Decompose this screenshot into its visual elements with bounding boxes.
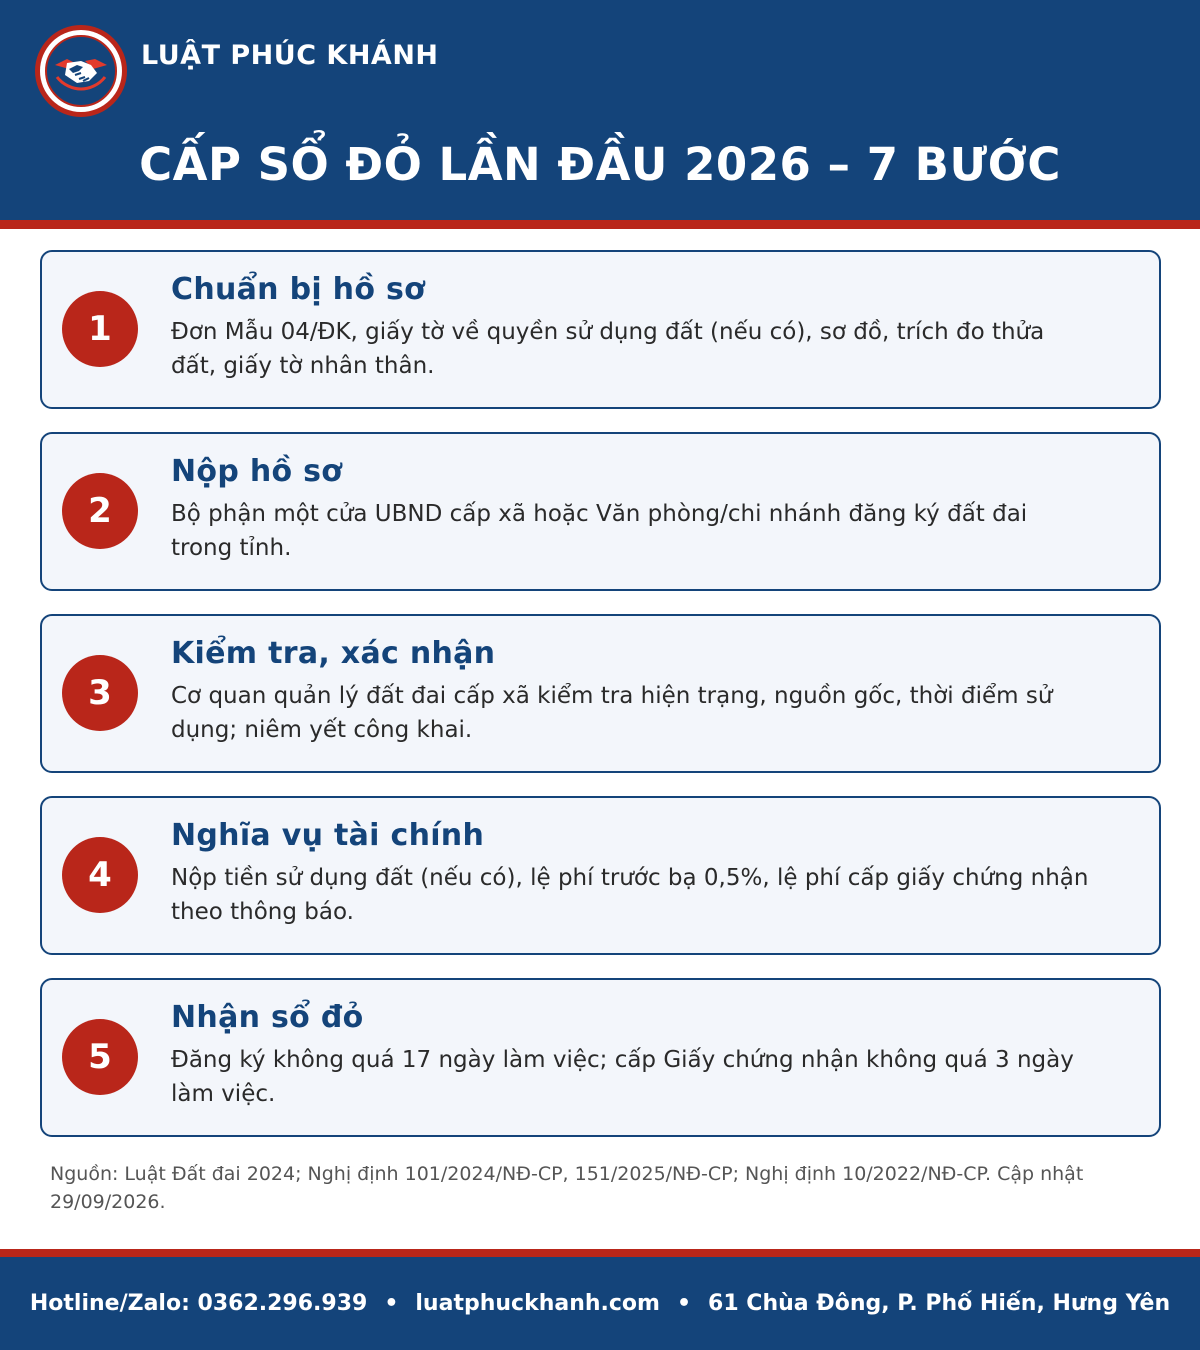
step-card-5	[40, 978, 1161, 1137]
step-description: Đơn Mẫu 04/ĐK, giấy tờ về quyền sử dụng đất (nếu có), sơ đồ, trích đo thửa đất, giấy tờ nhân thân.	[171, 319, 1045, 379]
footer-hotline[interactable]: Hotline/Zalo: 0362.296.939	[29, 1291, 368, 1316]
step-description: Nộp tiền sử dụng đất (nếu có), lệ phí trước bạ 0,5%, lệ phí cấp giấy chứng nhận theo thông báo.	[171, 865, 1089, 925]
footer-divider	[0, 1249, 1200, 1257]
step-card-2	[40, 432, 1161, 591]
header-banner	[0, 0, 1200, 220]
handshake-icon	[53, 51, 109, 91]
footer-website-link[interactable]: luatphuckhanh.com	[415, 1291, 660, 1316]
footer-separator: •	[676, 1291, 692, 1316]
header-divider	[0, 220, 1200, 229]
step-description: Đăng ký không quá 17 ngày làm việc; cấp Giấy chứng nhận không quá 3 ngày làm việc.	[171, 1047, 1074, 1107]
step-number-badge: 1	[62, 291, 138, 367]
step-description: Bộ phận một cửa UBND cấp xã hoặc Văn phòng/chi nhánh đăng ký đất đai trong tỉnh.	[171, 501, 1028, 561]
footer-bar	[0, 1257, 1200, 1350]
brand-name: LUẬT PHÚC KHÁNH	[141, 40, 439, 71]
step-title: Nghĩa vụ tài chính	[171, 818, 485, 853]
step-card-3	[40, 614, 1161, 773]
step-card-4	[40, 796, 1161, 955]
page-title: CẤP SỔ ĐỎ LẦN ĐẦU 2026 – 7 BƯỚC	[139, 138, 1061, 191]
step-title: Nhận sổ đỏ	[171, 1000, 364, 1035]
step-number-badge: 5	[62, 1019, 138, 1095]
step-number-badge: 3	[62, 655, 138, 731]
step-number-badge: 2	[62, 473, 138, 549]
step-title: Kiểm tra, xác nhận	[171, 636, 496, 671]
footer-separator: •	[384, 1291, 399, 1316]
step-title: Nộp hồ sơ	[171, 454, 343, 489]
source-note: Nguồn: Luật Đất đai 2024; Nghị định 101/2024/NĐ-CP, 151/2025/NĐ-CP; Nghị định 10/2022/NĐ-CP. Cập nhật 29/09/2026.	[50, 1163, 1084, 1213]
step-description: Cơ quan quản lý đất đai cấp xã kiểm tra hiện trạng, nguồn gốc, thời điểm sử dụng; niêm yết công khai.	[171, 683, 1053, 743]
logo	[35, 25, 127, 117]
step-title: Chuẩn bị hồ sơ	[171, 272, 426, 307]
footer-address: 61 Chùa Đông, P. Phố Hiến, Hưng Yên	[708, 1291, 1171, 1316]
step-card-1	[40, 250, 1161, 409]
step-number-badge: 4	[62, 837, 138, 913]
